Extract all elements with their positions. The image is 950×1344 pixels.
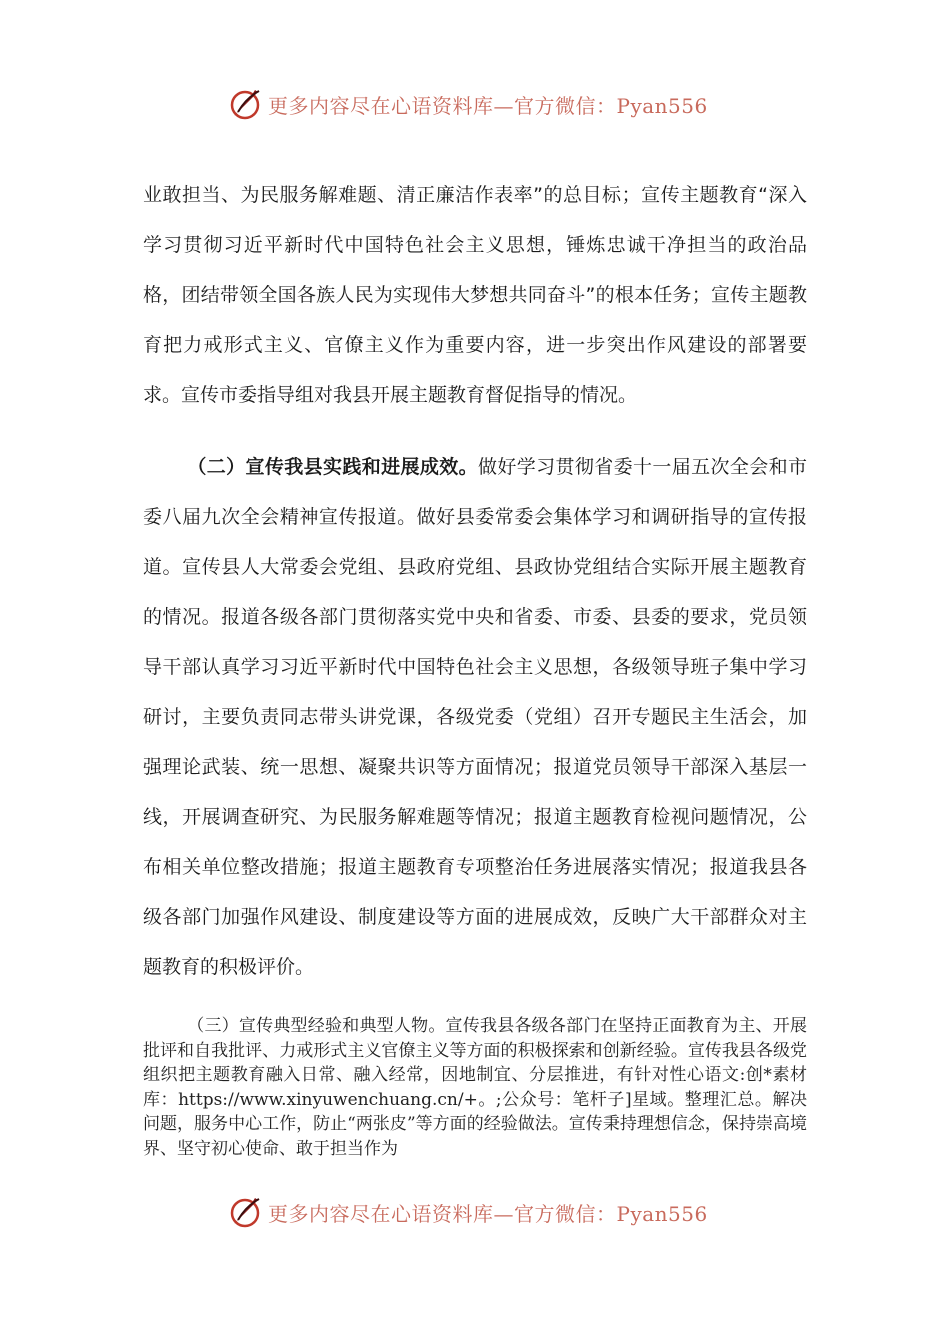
paragraph-2 [143,442,807,992]
footer-watermark [228,1192,708,1232]
header-watermark [228,84,708,124]
watermark-text: 更多内容尽在心语资料库—官方微信：Pyan556 [268,93,708,118]
quill-pen-logo-icon [228,86,264,122]
section-heading-2: （二）宣传我县实践和进展成效。 [187,456,478,478]
paragraph-3 [143,1014,807,1161]
paragraph-1: 业敢担当、为民服务解难题、清正廉洁作表率”的总目标；宣传主题教育“深入学习贯彻习近平新时代中国特色社会主义思想，锤炼忠诚干净担当的政治品格，团结带领全国各族人民为实现伟大梦想共同奋斗”的根本任务；宣传主题教育把力戒形式主义、官僚主义作为重要内容，进一步突出作风建设的部署要求。宣传市委指导组对我县开展主题教育督促指导的情况。 [143,184,807,406]
quill-pen-logo-icon [228,1194,264,1230]
section-text-2: 做好学习贯彻省委十一届五次全会和市委八届九次全会精神宣传报道。做好县委常委会集体学习和调研指导的宣传报道。宣传县人大常委会党组、县政府党组、县政协党组结合实际开展主题教育的情况。报道各级各部门贯彻落实党中央和省委、市委、县委的要求，党员领导干部认真学习习近平新时代中国特色社会主义思想，各级领导班子集中学习研讨，主要负责同志带头讲党课，各级党委（党组）召开专题民主生活会，加强理论武装、统一思想、凝聚共识等方面情况；报道党员领导干部深入基层一线，开展调查研究、为民服务解难题等情况；报道主题教育检视问题情况，公布相关单位整改措施；报道主题教育专项整治任务进展落实情况；报道我县各级各部门加强作风建设、制度建设等方面的进展成效，反映广大干部群众对主题教育的积极评价。 [143,456,807,978]
paragraph-3-text: （三）宣传典型经验和典型人物。宣传我县各级各部门在坚持正面教育为主、开展批评和自我批评、力戒形式主义官僚主义等方面的积极探索和创新经验。宣传我县各级党组织把主题教育融入日常、融入经常，因地制宜、分层推进，有针对性心语文:创*素材库：https://www.xinyuwenchuang.cn/+。;公众号：笔杆子]星域。整理汇总。解决问题，服务中心工作，防止“两张皮”等方面的经验做法。宣传秉持理想信念，保持崇高境界、坚守初心使命、敢于担当作为 [143,1016,807,1159]
watermark-text: 更多内容尽在心语资料库—官方微信：Pyan556 [268,1201,708,1226]
